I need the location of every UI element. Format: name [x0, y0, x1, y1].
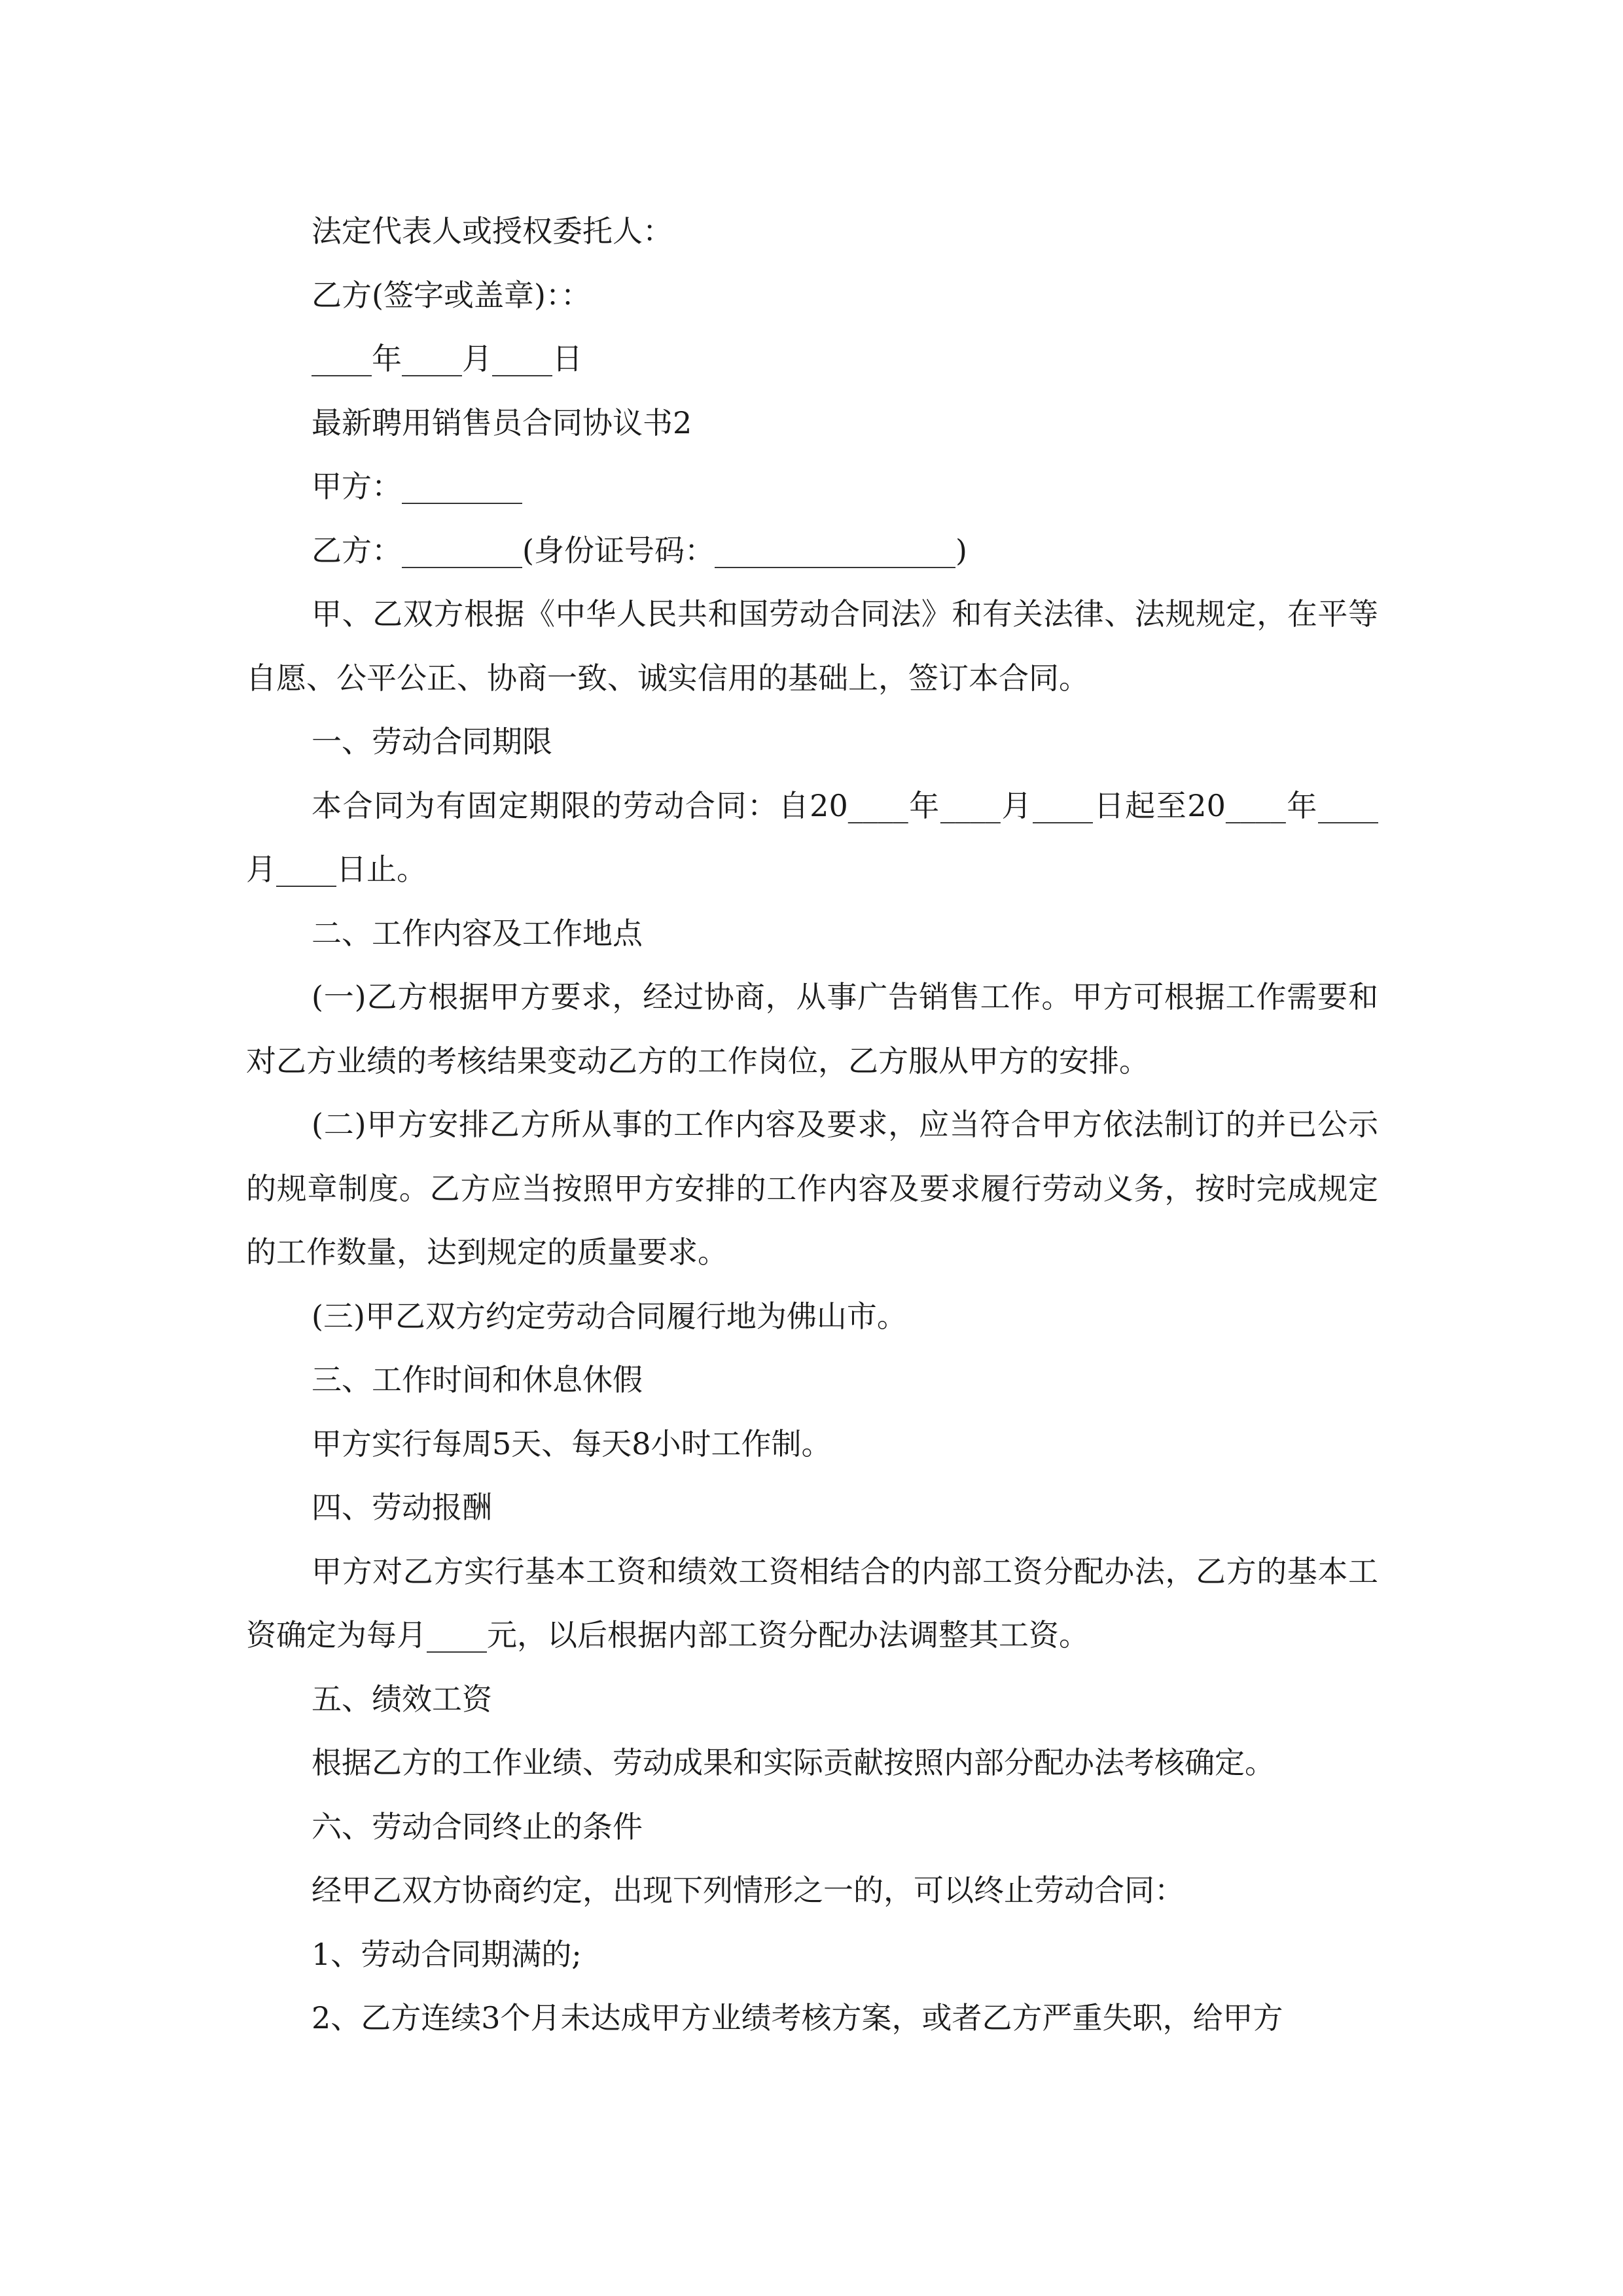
section-3-heading: 三、工作时间和休息休假 [312, 1362, 643, 1397]
section-4-paragraph: 甲方对乙方实行基本工资和绩效工资相结合的内部工资分配办法，乙方的基本工资确定为每月____元，以后根据内部工资分配办法调整其工资。 [246, 1553, 1378, 1653]
section-6-item-2: 2、乙方连续3个月未达成甲方业绩考核方案，或者乙方严重失职，给甲方 [312, 2000, 1283, 2036]
contract-body [246, 200, 1378, 2051]
section-1-paragraph: 本合同为有固定期限的劳动合同：自20____年____月____日起至20____年____月____日止。 [246, 787, 1378, 887]
section-6-intro: 经甲乙双方协商约定，出现下列情形之一的，可以终止劳动合同： [312, 1873, 1185, 1908]
section-5-heading: 五、绩效工资 [312, 1681, 492, 1717]
section-5-paragraph: 根据乙方的工作业绩、劳动成果和实际贡献按照内部分配办法考核确定。 [312, 1745, 1275, 1780]
section-2-item-2: (二)甲方安排乙方所从事的工作内容及要求，应当符合甲方依法制订的并已公示的规章制度。乙方应当按照甲方安排的工作内容及要求履行劳动义务，按时完成规定的工作数量，达到规定的质量要求。 [246, 1107, 1378, 1270]
section-4-heading: 四、劳动报酬 [312, 1490, 492, 1525]
section-3-paragraph: 甲方实行每周5天、每天8小时工作制。 [312, 1426, 832, 1462]
document-title: 最新聘用销售员合同协议书2 [312, 404, 692, 440]
section-2-item-3: (三)甲乙双方约定劳动合同履行地为佛山市。 [312, 1298, 907, 1334]
section-1-heading: 一、劳动合同期限 [312, 724, 552, 759]
preamble-paragraph: 甲、乙双方根据《中华人民共和国劳动合同法》和有关法律、法规规定，在平等自愿、公平公正、协商一致、诚实信用的基础上，签订本合同。 [246, 596, 1378, 696]
section-2-item-1: (一)乙方根据甲方要求，经过协商，从事广告销售工作。甲方可根据工作需要和对乙方业绩的考核结果变动乙方的工作岗位，乙方服从甲方的安排。 [246, 979, 1378, 1079]
section-6-item-1: 1、劳动合同期满的; [312, 1936, 582, 1972]
section-6-heading: 六、劳动合同终止的条件 [312, 1808, 643, 1844]
date-line: ____年____月____日 [312, 341, 582, 376]
party-b-line: 乙方：________(身份证号码：________________) [312, 532, 967, 568]
party-a-line: 甲方：________ [312, 469, 522, 504]
section-2-heading: 二、工作内容及工作地点 [312, 915, 643, 951]
party-b-signature-line: 乙方(签字或盖章)：： [312, 277, 591, 313]
signatory-representative-line: 法定代表人或授权委托人： [312, 213, 673, 249]
